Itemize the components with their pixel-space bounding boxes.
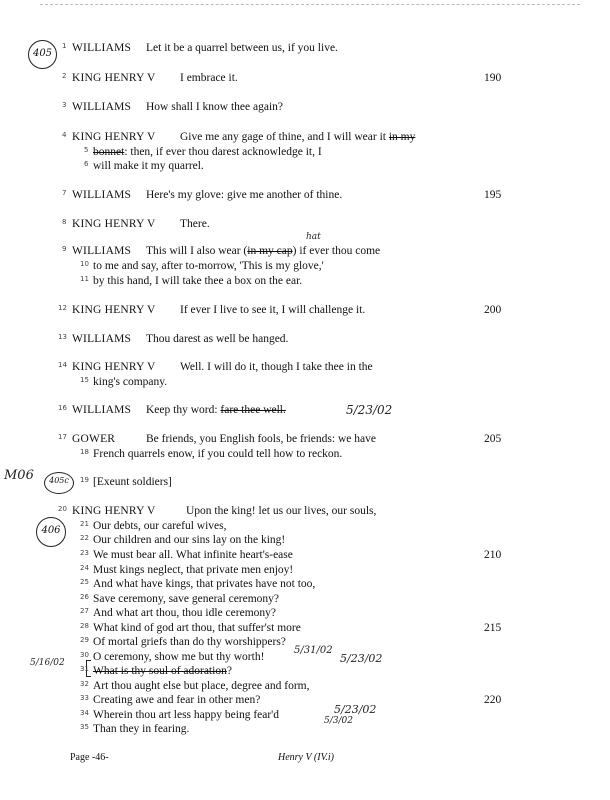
line-tick: 15 <box>80 376 89 384</box>
struck-words: in my cap <box>247 245 293 257</box>
line-tick: 33 <box>80 694 89 702</box>
line-tick: 25 <box>80 578 89 586</box>
continuation-text: And what art thou, thou idle ceremony? <box>93 607 276 619</box>
line-tick: 20 <box>58 505 67 513</box>
speech-text-part: : then, if ever thou darest acknowledge it, I <box>124 146 322 158</box>
line-tick: 22 <box>80 534 89 542</box>
speaker-name: WILLIAMS <box>72 404 132 416</box>
speaker-name: KING HENRY V <box>72 218 156 230</box>
line-tick: 5 <box>84 146 89 154</box>
line-tick: 26 <box>80 593 89 601</box>
date-note: 5/16/02 <box>30 658 65 668</box>
top-rule <box>40 4 580 5</box>
line-tick: 4 <box>62 131 67 139</box>
cue-number: 405 <box>32 48 53 59</box>
continuation-text: to me and say, after to-morrow, 'This is my glove,' <box>93 260 324 272</box>
line-tick: 3 <box>62 101 67 109</box>
continuation-text: Creating awe and fear in other men? <box>93 694 261 706</box>
line-tick: 29 <box>80 636 89 644</box>
margin-note-m06: M06 <box>4 468 34 483</box>
script-line <box>0 40 610 56</box>
date-note: 5/3/02 <box>324 716 353 726</box>
continuation-text: O ceremony, show me but thy worth! <box>93 651 265 663</box>
speech-text: Upon the king! let us our lives, our souls, <box>186 505 377 517</box>
line-tick: 28 <box>80 622 89 630</box>
script-line <box>0 503 610 519</box>
script-line <box>0 216 610 232</box>
speech-text: Thou darest as well be hanged. <box>146 333 289 345</box>
speaker-name: WILLIAMS <box>72 333 132 345</box>
line-tick: 8 <box>62 218 67 226</box>
line-number: 190 <box>484 72 502 84</box>
script-line <box>0 402 610 418</box>
date-note: 5/23/02 <box>346 403 393 417</box>
speaker-name: WILLIAMS <box>72 42 132 54</box>
line-tick: 7 <box>62 189 67 197</box>
script-line <box>0 692 610 708</box>
speaker-name: KING HENRY V <box>72 131 156 143</box>
script-line <box>0 331 610 347</box>
script-line <box>0 474 610 490</box>
speaker-name: WILLIAMS <box>72 245 132 257</box>
line-tick: 35 <box>80 723 89 731</box>
date-note: 5/23/02 <box>334 703 377 716</box>
line-number: 195 <box>484 189 502 201</box>
line-tick: 6 <box>84 160 89 168</box>
speaker-name: KING HENRY V <box>72 505 156 517</box>
speech-text: Let it be a quarrel between us, if you live. <box>146 42 338 54</box>
continuation-text: king's company. <box>93 376 168 388</box>
line-number: 200 <box>484 304 502 316</box>
speech-text: There. <box>180 218 210 230</box>
line-tick: 19 <box>80 476 89 484</box>
line-tick: 12 <box>58 304 67 312</box>
speaker-name: KING HENRY V <box>72 361 156 373</box>
continuation-text: Than they in fearing. <box>93 723 190 735</box>
struck-text: What is thy soul of adoration <box>93 665 227 677</box>
speaker-name: WILLIAMS <box>72 189 132 201</box>
script-line <box>0 663 610 679</box>
continuation-text: Wherein thou art less happy being fear'd <box>93 709 280 721</box>
line-tick: 31 <box>80 665 89 673</box>
line-tick: 1 <box>62 42 67 50</box>
speech-text-part: if ever thou come <box>299 245 381 257</box>
cue-number: 405c <box>49 476 69 485</box>
line-tick: 32 <box>80 680 89 688</box>
script-line <box>0 634 610 650</box>
script-line <box>0 258 610 274</box>
script-line <box>0 446 610 462</box>
continuation-text: Our children and our sins lay on the king! <box>93 534 286 546</box>
running-title: Henry V (IV.i) <box>278 752 335 763</box>
speech-text: If ever I live to see it, I will challenge it. <box>180 304 366 316</box>
script-line <box>0 129 610 145</box>
speech-text <box>146 243 380 259</box>
speech-text: I embrace it. <box>180 72 238 84</box>
speaker-name: WILLIAMS <box>72 101 132 113</box>
line-tick: 34 <box>80 709 89 717</box>
speaker-name: KING HENRY V <box>72 72 156 84</box>
speech-text-part: ? <box>226 665 232 677</box>
script-line <box>0 576 610 592</box>
continuation-text <box>93 663 232 679</box>
script-line <box>0 158 610 174</box>
line-tick: 14 <box>58 361 67 369</box>
script-line <box>0 547 610 563</box>
speech-text: Be friends, you English fools, be friends: we have <box>146 433 376 445</box>
line-tick: 23 <box>80 549 89 557</box>
speaker-name: GOWER <box>72 433 116 445</box>
script-line <box>0 431 610 447</box>
script-line <box>0 532 610 548</box>
script-line <box>0 70 610 86</box>
script-line <box>0 374 610 390</box>
date-note: 5/31/02 <box>294 645 333 656</box>
speech-text: How shall I know thee again? <box>146 101 284 113</box>
continuation-text: Art thou aught else but place, degree and form, <box>93 680 310 692</box>
line-tick: 2 <box>62 72 67 80</box>
line-number: 210 <box>484 549 502 561</box>
stage-direction: [Exeunt soldiers] <box>93 476 172 488</box>
line-tick: 30 <box>80 651 89 659</box>
speech-text-part: This will I also wear <box>146 245 241 257</box>
continuation-text: Of mortal griefs than do thy worshippers? <box>93 636 286 648</box>
continuation-text: French quarrels enow, if you could tell how to reckon. <box>93 448 343 460</box>
script-line <box>0 605 610 621</box>
script-line <box>0 187 610 203</box>
speech-text <box>180 129 415 145</box>
speech-text-part: Keep thy word: <box>146 404 218 416</box>
line-tick: 11 <box>80 275 89 283</box>
cue-number: 406 <box>41 525 61 536</box>
continuation-text: Save ceremony, save general ceremony? <box>93 593 280 605</box>
script-line <box>0 99 610 115</box>
continuation-text: And what have kings, that privates have not too, <box>93 578 316 590</box>
speaker-name: KING HENRY V <box>72 304 156 316</box>
continuation-text: Our debts, our careful wives, <box>93 520 227 532</box>
continuation-text: Must kings neglect, that private men enjoy! <box>93 564 294 576</box>
line-tick: 21 <box>80 520 89 528</box>
continuation-text: by this hand, I will take thee a box on the ear. <box>93 275 303 287</box>
line-tick: 9 <box>62 245 67 253</box>
struck-text: fare thee well. <box>220 404 286 416</box>
line-number: 220 <box>484 694 502 706</box>
continuation-text: What kind of god art thou, that suffer'st more <box>93 622 301 634</box>
insertion-hat: hat <box>306 232 321 242</box>
line-tick: 10 <box>80 260 89 268</box>
continuation-text: We must bear all. What infinite heart's-ease <box>93 549 293 561</box>
speech-text-part: Give me any gage of thine, and I will wear it <box>180 131 386 143</box>
speech-text: Well. I will do it, though I take thee in the <box>180 361 373 373</box>
struck-text: bonnet <box>93 146 125 158</box>
continuation-text: will make it my quarrel. <box>93 160 204 172</box>
page-number: Page -46- <box>70 752 109 763</box>
speech-text: Here's my glove: give me another of thine. <box>146 189 343 201</box>
line-tick: 18 <box>80 448 89 456</box>
line-tick: 16 <box>58 404 67 412</box>
script-line <box>0 243 610 259</box>
struck-text: (in my cap) <box>243 245 297 257</box>
line-tick: 24 <box>80 564 89 572</box>
line-number: 215 <box>484 622 502 634</box>
line-tick: 17 <box>58 433 67 441</box>
script-line <box>0 302 610 318</box>
script-line <box>0 359 610 375</box>
struck-text: in my <box>388 131 416 143</box>
line-tick: 27 <box>80 607 89 615</box>
date-note: 5/23/02 <box>340 652 383 665</box>
line-number: 205 <box>484 433 502 445</box>
script-line <box>0 273 610 289</box>
line-tick: 13 <box>58 333 67 341</box>
script-line <box>0 721 610 737</box>
speech-text <box>146 402 286 418</box>
